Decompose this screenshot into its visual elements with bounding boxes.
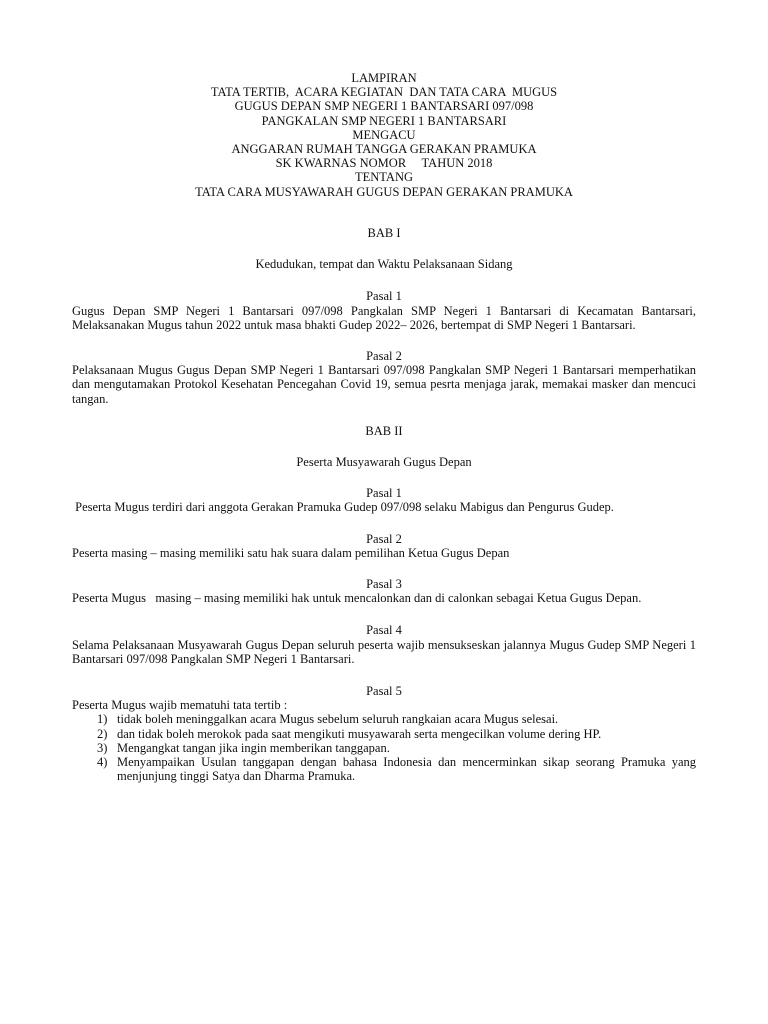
list-item-number: 3) — [97, 740, 108, 755]
bab-1-pasal-2-text: Pelaksanaan Mugus Gugus Depan SMP Negeri 1 Bantarsari 097/098 Pangkalan SMP Negeri 1 Bantarsari memperhatikan dan mengutamakan Protokol Kesehatan Pencegahan Covid 19, semua pesrta menjaga jarak, memakai masker dan mencuci tangan. — [72, 363, 696, 406]
bab-1-title: BAB I — [367, 226, 401, 240]
document-body — [72, 226, 696, 783]
header-line-tata-tertib: TATA TERTIB, ACARA KEGIATAN DAN TATA CARA MUGUS — [210, 85, 558, 100]
bab-2-pasal-2-text: Peserta masing – masing memiliki satu hak suara dalam pemilihan Ketua Gugus Depan — [72, 545, 510, 560]
list-item-text: tidak boleh meninggalkan acara Mugus sebelum seluruh rangkaian acara Mugus selesai. — [117, 712, 559, 727]
bab-2-pasal-5-intro: Peserta Mugus wajib mematuhi tata tertib : — [72, 698, 288, 713]
header-line-tata-cara: TATA CARA MUSYAWARAH GUGUS DEPAN GERAKAN PRAMUKA — [195, 184, 573, 199]
list-item — [72, 712, 696, 726]
bab-2-subtitle: Peserta Musyawarah Gugus Depan — [296, 455, 472, 470]
list-item — [72, 741, 696, 755]
list-item-number: 1) — [97, 712, 108, 727]
bab-2-pasal-1-text: Peserta Mugus terdiri dari anggota Gerakan Pramuka Gudep 097/098 selaku Mabigus dan Pengurus Gudep. — [72, 500, 614, 515]
bab-1-pasal-2-label: Pasal 2 — [366, 349, 402, 364]
bab-2-pasal-2-label: Pasal 2 — [366, 531, 402, 546]
bab-2-pasal-5-label: Pasal 5 — [366, 684, 402, 699]
bab-2-pasal-4-text: Selama Pelaksanaan Musyawarah Gugus Depan seluruh peserta wajib mensukseskan jalannya Mugus Gudep SMP Negeri 1 Bantarsari 097/098 Pangkalan SMP Negeri 1 Bantarsari. — [72, 637, 696, 666]
bab-2-title: BAB II — [365, 423, 403, 438]
header-line-pangkalan: PANGKALAN SMP NEGERI 1 BANTARSARI — [261, 113, 507, 128]
bab-1-pasal-1-text: Gugus Depan SMP Negeri 1 Bantarsari 097/098 Pangkalan SMP Negeri 1 Bantarsari di Kecamatan Bantarsari, Melaksanakan Mugus tahun 2022 untuk masa bhakti Gudep 2022– 2026, bertempat di SMP Negeri 1 Bantarsari. — [72, 303, 696, 332]
header-line-tentang: TENTANG — [354, 170, 413, 185]
list-item-number: 2) — [97, 726, 108, 741]
bab-2-pasal-3-text: Peserta Mugus masing – masing memiliki hak untuk mencalonkan dan di calonkan sebagai Ketua Gugus Depan. — [72, 591, 642, 606]
bab-2-pasal-3-label: Pasal 3 — [366, 577, 402, 592]
list-item — [72, 727, 696, 741]
list-item — [72, 755, 696, 783]
header-line-mengacu: MENGACU — [352, 127, 416, 142]
header-line-sk-kwarnas: SK KWARNAS NOMOR TAHUN 2018 — [275, 156, 493, 171]
document-header — [72, 71, 696, 199]
list-item-text: Mengangkat tangan jika ingin memberikan tanggapan. — [117, 740, 390, 755]
bab-2-pasal-1-label: Pasal 1 — [366, 486, 402, 501]
bab-2-pasal-4-label: Pasal 4 — [366, 623, 402, 638]
rules-list — [72, 712, 696, 783]
header-line-lampiran: LAMPIRAN — [351, 71, 417, 85]
list-item-text: dan tidak boleh merokok pada saat mengikuti musyawarah serta mengecilkan volume dering HP. — [117, 726, 602, 741]
list-item-number: 4) — [97, 755, 108, 770]
header-line-anggaran: ANGGARAN RUMAH TANGGA GERAKAN PRAMUKA — [231, 142, 537, 157]
list-item-text: Menyampaikan Usulan tanggapan dengan bahasa Indonesia dan mencerminkan sikap seorang Pramuka yang menjunjung tinggi Satya dan Dharma Pramuka. — [117, 755, 696, 784]
bab-1-subtitle: Kedudukan, tempat dan Waktu Pelaksanaan Sidang — [255, 257, 513, 272]
bab-1-pasal-1-label: Pasal 1 — [366, 289, 402, 304]
header-line-gugus-depan: GUGUS DEPAN SMP NEGERI 1 BANTARSARI 097/098 — [234, 99, 534, 114]
